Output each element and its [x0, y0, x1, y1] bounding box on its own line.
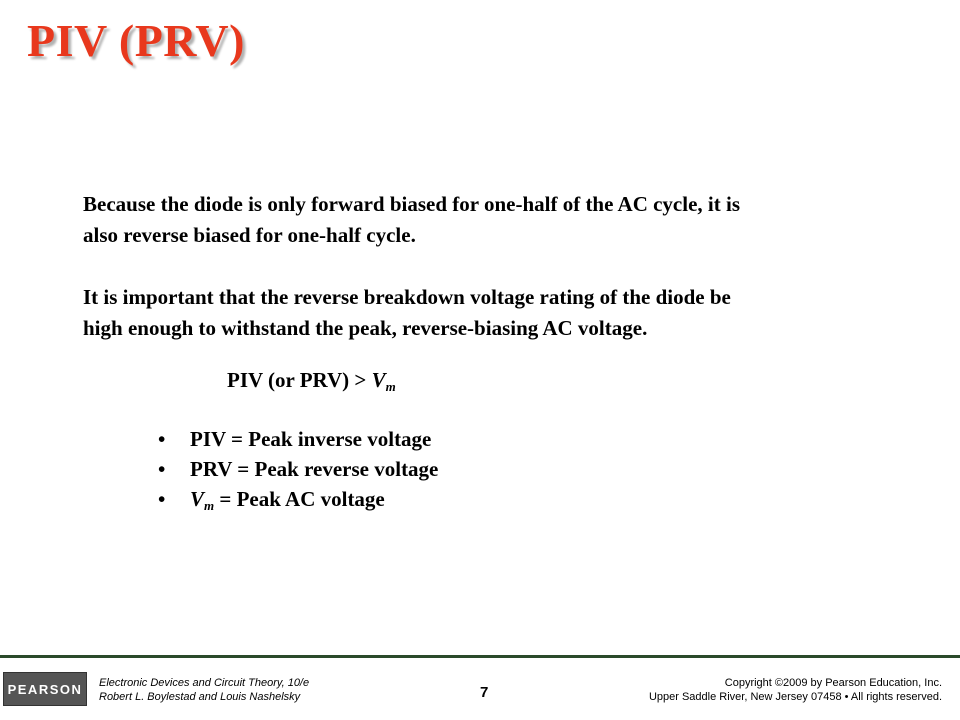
paragraph-2-line-2: high enough to withstand the peak, reverse-biasing AC voltage. — [83, 316, 648, 340]
footer-divider — [0, 655, 960, 658]
vm-variable — [190, 487, 214, 511]
piv-formula — [227, 368, 396, 395]
bullet-icon: • — [158, 427, 166, 451]
list-item-text: PRV = Peak reverse voltage — [190, 457, 439, 481]
paragraph-2-line-1: It is important that the reverse breakdown voltage rating of the diode be — [83, 285, 731, 309]
list-item — [158, 424, 438, 454]
list-item — [158, 484, 438, 521]
book-citation — [99, 676, 309, 704]
address-line: Upper Saddle River, New Jersey 07458 • All rights reserved. — [648, 691, 942, 703]
paragraph-1-line-1: Because the diode is only forward biased for one-half of the AC cycle, it is — [83, 192, 740, 216]
list-item — [158, 454, 438, 484]
bullet-icon: • — [158, 457, 166, 481]
list-item-text — [190, 484, 385, 521]
page-number: 7 — [480, 684, 489, 701]
bullet-icon: • — [158, 487, 166, 511]
copyright-notice — [649, 676, 942, 704]
formula-prefix: PIV (or PRV) > — [227, 368, 372, 392]
slide-body — [83, 189, 883, 344]
formula-variable — [372, 368, 396, 392]
definition-list — [158, 424, 438, 521]
paragraph-2 — [83, 282, 883, 344]
slide-title: PIV (PRV) — [27, 15, 245, 66]
pearson-logo: PEARSON — [3, 672, 87, 706]
vm-definition: = Peak AC voltage — [214, 487, 385, 511]
copyright-line: Copyright ©2009 by Pearson Education, Inc. — [724, 677, 942, 689]
book-authors: Robert L. Boylestad and Louis Nashelsky — [99, 691, 301, 703]
paragraph-1-line-2: also reverse biased for one-half cycle. — [83, 223, 416, 247]
book-title: Electronic Devices and Circuit Theory, 10/e — [99, 677, 310, 689]
vm-var: V — [190, 487, 205, 511]
vm-subscript: m — [204, 498, 215, 513]
list-item-text: PIV = Peak inverse voltage — [190, 427, 432, 451]
formula-var: V — [371, 368, 386, 392]
formula-subscript: m — [385, 379, 396, 394]
paragraph-1 — [83, 189, 883, 251]
